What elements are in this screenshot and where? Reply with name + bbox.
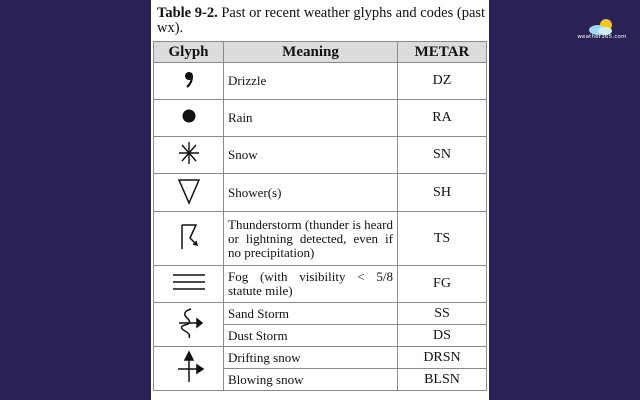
- drizzle-glyph-icon: [154, 63, 224, 100]
- table-row: [154, 100, 487, 137]
- meaning-cell: Blowing snow: [224, 369, 398, 391]
- sandstorm-glyph-icon: [154, 303, 224, 347]
- caption-label: Table 9-2.: [157, 5, 218, 21]
- weather-glyph-table: [153, 41, 487, 391]
- table-row: [154, 212, 487, 266]
- metar-cell: RA: [398, 100, 487, 137]
- drifting-snow-glyph-icon: [154, 347, 224, 391]
- metar-cell: DZ: [398, 63, 487, 100]
- logo-text: weather365.com: [577, 34, 627, 40]
- meaning-cell: Dust Storm: [224, 325, 398, 347]
- metar-cell: DRSN: [398, 347, 487, 369]
- table-header-row: [154, 42, 487, 63]
- table-row: [154, 303, 487, 325]
- document-page: [151, 0, 489, 400]
- meaning-cell: Shower(s): [224, 174, 398, 212]
- table-row: [154, 347, 487, 369]
- fog-glyph-icon: [154, 266, 224, 303]
- table-row: [154, 63, 487, 100]
- meaning-cell: Fog (with visibility < 5/8 statute mile): [224, 266, 398, 303]
- meaning-cell: Rain: [224, 100, 398, 137]
- metar-cell: DS: [398, 325, 487, 347]
- table-row: [154, 174, 487, 212]
- metar-cell: SN: [398, 137, 487, 174]
- table-caption: [157, 6, 487, 36]
- metar-cell: BLSN: [398, 369, 487, 391]
- caption-text: Past or recent weather glyphs and codes (past wx).: [157, 5, 486, 36]
- rain-glyph-icon: [154, 100, 224, 137]
- meaning-cell: Drizzle: [224, 63, 398, 100]
- header-glyph: Glyph: [154, 42, 224, 63]
- meaning-cell: Drifting snow: [224, 347, 398, 369]
- weather365-logo: [572, 18, 632, 46]
- metar-cell: SS: [398, 303, 487, 325]
- table-row: [154, 266, 487, 303]
- metar-cell: FG: [398, 266, 487, 303]
- meaning-cell: Snow: [224, 137, 398, 174]
- header-metar: METAR: [398, 42, 487, 63]
- snow-glyph-icon: [154, 137, 224, 174]
- table-row: [154, 137, 487, 174]
- meaning-cell: Thunderstorm (thunder is heard or lightning detected, even if no precipitation): [224, 212, 398, 266]
- header-meaning: Meaning: [224, 42, 398, 63]
- metar-cell: TS: [398, 212, 487, 266]
- metar-cell: SH: [398, 174, 487, 212]
- thunderstorm-glyph-icon: [154, 212, 224, 266]
- shower-glyph-icon: [154, 174, 224, 212]
- meaning-cell: Sand Storm: [224, 303, 398, 325]
